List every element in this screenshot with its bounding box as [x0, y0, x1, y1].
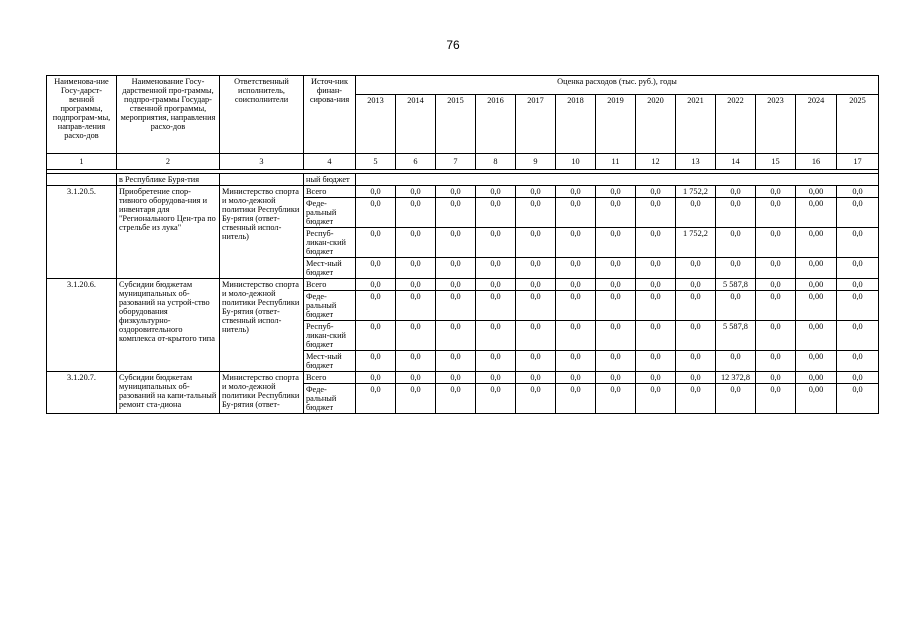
expense-value: 0,0: [676, 351, 716, 372]
expense-value: 0,0: [676, 258, 716, 279]
activity-name: Приобретение спор-тивного оборудова-ния и инвентаря для "Регионального Цен-тра по стрельбе из лука": [117, 186, 220, 279]
expense-value: 0,0: [837, 351, 879, 372]
expense-value: 0,00: [796, 228, 837, 258]
expense-value: 0,0: [596, 186, 636, 198]
expense-value: 0,0: [556, 279, 596, 291]
expense-value: 0,0: [837, 372, 879, 384]
expense-value: 0,0: [476, 198, 516, 228]
funding-source: Респуб-ликан-ский бюджет: [304, 228, 356, 258]
expense-value: 0,0: [756, 372, 796, 384]
expense-value: 0,0: [756, 321, 796, 351]
column-number: 5: [356, 154, 396, 170]
expense-value: 0,0: [596, 372, 636, 384]
expense-value: 0,0: [436, 198, 476, 228]
expense-value: 5 587,8: [716, 279, 756, 291]
expense-value: 0,00: [796, 258, 837, 279]
expense-value: 0,0: [636, 384, 676, 414]
expense-value: 0,0: [396, 279, 436, 291]
column-number: 16: [796, 154, 837, 170]
expense-value: 0,0: [636, 372, 676, 384]
expense-value: 0,0: [756, 279, 796, 291]
activity-name: Субсидии бюджетам муниципальных об-разований на капи-тальный ремонт ста-диона: [117, 372, 220, 414]
expense-value: 0,0: [356, 258, 396, 279]
expense-value: 0,0: [436, 291, 476, 321]
activity-code: 3.1.20.7.: [47, 372, 117, 414]
expense-value: 0,0: [396, 321, 436, 351]
activity-code: 3.1.20.6.: [47, 279, 117, 372]
header-activity-name: Наименование Госу-дарственной про-граммы, подпро-граммы Государ-ственной программы, мероприятия, направления расхо-дов: [117, 76, 220, 154]
funding-source: Феде-ральный бюджет: [304, 198, 356, 228]
responsible-executor: Министерство спорта и моло-дежной политики Республики Бу-рятия (ответ-ственный испол-нитель): [220, 279, 304, 372]
expense-value: 0,0: [556, 351, 596, 372]
expense-value: 0,00: [796, 321, 837, 351]
expense-value: 0,0: [636, 279, 676, 291]
header-year: 2023: [756, 95, 796, 154]
activity-code: 3.1.20.5.: [47, 186, 117, 279]
expense-value: 0,0: [556, 258, 596, 279]
expense-value: 0,00: [796, 291, 837, 321]
expense-value: 0,0: [396, 351, 436, 372]
expense-value: 0,0: [716, 198, 756, 228]
expense-value: 0,0: [356, 228, 396, 258]
expense-value: 0,0: [596, 228, 636, 258]
expense-value: 0,0: [476, 372, 516, 384]
expense-value: 0,0: [356, 321, 396, 351]
expense-value: 1 752,2: [676, 186, 716, 198]
expense-value: 0,0: [516, 186, 556, 198]
header-row-top: [47, 76, 879, 95]
expense-value: 0,0: [716, 186, 756, 198]
expense-value: 0,0: [596, 321, 636, 351]
expense-value: 0,0: [516, 228, 556, 258]
column-number: 13: [676, 154, 716, 170]
continuation-activity-text: в Республике Буря-тия: [117, 174, 220, 186]
funding-source: Феде-ральный бюджет: [304, 384, 356, 414]
expense-value: 0,0: [837, 198, 879, 228]
expense-value: 0,0: [516, 321, 556, 351]
expense-value: 0,0: [436, 372, 476, 384]
expense-value: 0,0: [756, 198, 796, 228]
expense-value: 0,0: [436, 258, 476, 279]
expense-value: 0,0: [837, 321, 879, 351]
column-number: 3: [220, 154, 304, 170]
expense-value: 0,0: [716, 291, 756, 321]
header-year: 2015: [436, 95, 476, 154]
continuation-source-text: ный бюджет: [304, 174, 356, 186]
expense-value: 0,0: [356, 291, 396, 321]
expense-value: 0,0: [596, 279, 636, 291]
expense-value: 0,0: [556, 198, 596, 228]
expense-value: 0,0: [396, 291, 436, 321]
expense-value: 0,0: [556, 291, 596, 321]
funding-source: Всего: [304, 372, 356, 384]
table-row: [47, 279, 879, 291]
column-number: 4: [304, 154, 356, 170]
expense-value: 0,0: [676, 372, 716, 384]
expense-value: 0,00: [796, 279, 837, 291]
expense-value: 0,0: [756, 258, 796, 279]
expense-value: 0,0: [356, 384, 396, 414]
activity-name: Субсидии бюджетам муниципальных об-разований на устрой-ство оборудования физкультурно-оздоровительного комплекса от-крытого типа: [117, 279, 220, 372]
table-row: [47, 186, 879, 198]
expense-value: 12 372,8: [716, 372, 756, 384]
expense-value: 0,0: [676, 198, 716, 228]
column-number: 9: [516, 154, 556, 170]
expense-value: 0,0: [596, 258, 636, 279]
header-expense-estimate: Оценка расходов (тыс. руб.), годы: [356, 76, 879, 95]
expense-value: 0,0: [636, 321, 676, 351]
expense-value: 0,0: [636, 186, 676, 198]
expense-value: 0,0: [516, 351, 556, 372]
expense-value: 5 587,8: [716, 321, 756, 351]
expense-value: 0,0: [596, 198, 636, 228]
expense-value: 0,00: [796, 384, 837, 414]
expense-value: 0,0: [476, 258, 516, 279]
expense-value: 0,0: [556, 321, 596, 351]
column-number: 7: [436, 154, 476, 170]
expense-value: 0,0: [476, 186, 516, 198]
expense-value: 0,0: [516, 372, 556, 384]
expense-value: 0,0: [556, 384, 596, 414]
expense-value: 0,0: [436, 228, 476, 258]
expense-value: 0,0: [396, 198, 436, 228]
column-number: 2: [117, 154, 220, 170]
expense-value: 0,0: [596, 291, 636, 321]
funding-source: Мест-ный бюджет: [304, 258, 356, 279]
expense-value: 0,00: [796, 186, 837, 198]
funding-source: Респуб-ликан-ский бюджет: [304, 321, 356, 351]
expense-value: 0,0: [837, 384, 879, 414]
expense-value: 0,0: [476, 384, 516, 414]
responsible-executor: Министерство спорта и моло-дежной политики Республики Бу-рятия (ответ-ственный испол-нитель): [220, 186, 304, 279]
header-program-name: Наименова-ние Госу-дарст-венной программы, подпрограм-мы, направ-ления расхо-дов: [47, 76, 117, 154]
expense-value: 0,0: [636, 198, 676, 228]
expense-value: 0,0: [396, 258, 436, 279]
column-number: 17: [837, 154, 879, 170]
expense-value: 0,0: [716, 351, 756, 372]
expense-value: 0,0: [676, 384, 716, 414]
column-number: 10: [556, 154, 596, 170]
expense-value: 0,0: [396, 186, 436, 198]
header-year: 2018: [556, 95, 596, 154]
header-year: 2019: [596, 95, 636, 154]
expense-value: 0,0: [756, 291, 796, 321]
expense-value: 0,0: [636, 258, 676, 279]
header-funding-source: Источ-ник финан-сирова-ния: [304, 76, 356, 154]
expense-value: 0,0: [556, 186, 596, 198]
expense-value: 0,0: [476, 351, 516, 372]
expense-value: 0,0: [837, 279, 879, 291]
header-year: 2017: [516, 95, 556, 154]
header-year: 2021: [676, 95, 716, 154]
page-number: 76: [446, 38, 460, 52]
expense-value: 0,0: [516, 258, 556, 279]
funding-source: Всего: [304, 186, 356, 198]
header-year: 2014: [396, 95, 436, 154]
header-year: 2022: [716, 95, 756, 154]
expense-value: 1 752,2: [676, 228, 716, 258]
expense-value: 0,0: [356, 186, 396, 198]
funding-source: Феде-ральный бюджет: [304, 291, 356, 321]
expense-value: 0,00: [796, 351, 837, 372]
expense-value: 0,0: [837, 258, 879, 279]
expense-value: 0,0: [837, 228, 879, 258]
expense-value: 0,0: [837, 291, 879, 321]
expense-value: 0,0: [396, 228, 436, 258]
expense-value: 0,0: [436, 351, 476, 372]
expense-value: 0,0: [396, 372, 436, 384]
expense-value: 0,0: [676, 279, 716, 291]
expense-value: 0,0: [756, 351, 796, 372]
expense-value: 0,0: [356, 198, 396, 228]
expense-value: 0,0: [756, 228, 796, 258]
expense-value: 0,0: [837, 186, 879, 198]
column-number: 8: [476, 154, 516, 170]
expense-value: 0,0: [356, 372, 396, 384]
expense-value: 0,00: [796, 198, 837, 228]
header-year: 2013: [356, 95, 396, 154]
header-year: 2020: [636, 95, 676, 154]
expense-value: 0,0: [436, 384, 476, 414]
expense-value: 0,0: [716, 228, 756, 258]
expenditure-table: [46, 75, 879, 414]
expense-value: 0,0: [716, 258, 756, 279]
expense-value: 0,0: [556, 228, 596, 258]
expense-value: 0,0: [596, 351, 636, 372]
expense-value: 0,0: [676, 291, 716, 321]
expense-value: 0,0: [396, 384, 436, 414]
expense-value: 0,0: [556, 372, 596, 384]
expense-value: 0,0: [756, 384, 796, 414]
column-number-row: [47, 154, 879, 170]
expense-value: 0,0: [636, 291, 676, 321]
column-number: 11: [596, 154, 636, 170]
expense-value: 0,0: [436, 279, 476, 291]
responsible-executor: Министерство спорта и моло-дежной политики Республики Бу-рятия (ответ-: [220, 372, 304, 414]
header-executor: Ответственный исполнитель, соисполнители: [220, 76, 304, 154]
expense-value: 0,0: [356, 351, 396, 372]
expense-value: 0,0: [596, 384, 636, 414]
header-year: 2024: [796, 95, 837, 154]
expense-value: 0,0: [636, 351, 676, 372]
funding-source: Всего: [304, 279, 356, 291]
expense-value: 0,0: [516, 198, 556, 228]
expense-value: 0,0: [436, 321, 476, 351]
expense-value: 0,0: [516, 384, 556, 414]
expense-value: 0,0: [476, 228, 516, 258]
column-number: 1: [47, 154, 117, 170]
column-number: 6: [396, 154, 436, 170]
header-year: 2016: [476, 95, 516, 154]
expense-value: 0,0: [476, 291, 516, 321]
header-year: 2025: [837, 95, 879, 154]
expense-value: 0,0: [516, 291, 556, 321]
expense-value: 0,0: [716, 384, 756, 414]
column-number: 15: [756, 154, 796, 170]
expense-value: 0,0: [636, 228, 676, 258]
column-number: 12: [636, 154, 676, 170]
expense-value: 0,0: [476, 321, 516, 351]
expense-value: 0,0: [756, 186, 796, 198]
expense-value: 0,00: [796, 372, 837, 384]
expense-value: 0,0: [676, 321, 716, 351]
expense-value: 0,0: [356, 279, 396, 291]
expense-value: 0,0: [516, 279, 556, 291]
expense-value: 0,0: [436, 186, 476, 198]
table-row: [47, 372, 879, 384]
column-number: 14: [716, 154, 756, 170]
funding-source: Мест-ный бюджет: [304, 351, 356, 372]
expense-value: 0,0: [476, 279, 516, 291]
continuation-row: [47, 174, 879, 186]
